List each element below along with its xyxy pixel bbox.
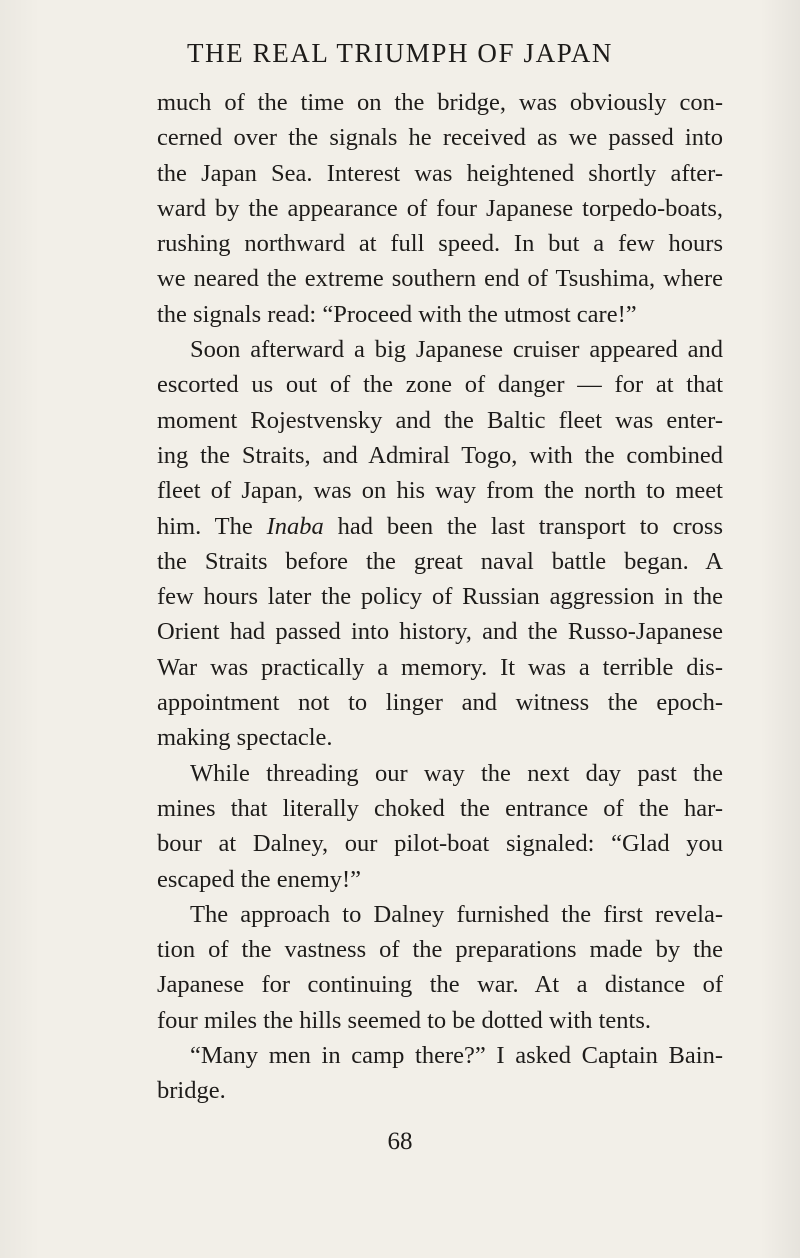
text-line: ing the Straits, and Admiral Togo, with the combined (157, 441, 723, 469)
text-line: The approach to Dalney furnished the first revela- (190, 900, 723, 928)
text-line: Orient had passed into history, and the Russo-Japanese (157, 618, 723, 646)
ship-name-italic: Inaba (266, 512, 324, 540)
text-line: fleet of Japan, was on his way from the north to meet (157, 477, 723, 505)
text-line: tion of the vastness of the preparations made by the (157, 936, 723, 964)
text-line: Japanese for continuing the war. At a distance of (157, 971, 723, 999)
text-line-with-italic (157, 509, 723, 544)
text-line: mines that literally choked the entrance of the har- (157, 794, 723, 822)
text-line: rushing northward at full speed. In but a few hours (157, 230, 723, 258)
text-line: escaped the enemy!” (157, 865, 362, 893)
text-line: bour at Dalney, our pilot-boat signaled: “Glad you (157, 830, 723, 858)
text-line: few hours later the policy of Russian aggression in the (157, 583, 723, 611)
text-line: “Many men in camp there?” I asked Captain Bain- (190, 1042, 723, 1070)
text-line: Soon afterward a big Japanese cruiser appeared and (190, 336, 723, 364)
body-text (157, 85, 723, 1109)
text-line: escorted us out of the zone of danger — for at that (157, 371, 723, 399)
text-line: bridge. (157, 1077, 226, 1105)
text-line: the Japan Sea. Interest was heightened shortly after- (157, 159, 723, 187)
text-line: much of the time on the bridge, was obviously con- (157, 89, 723, 116)
text-line: making spectacle. (157, 724, 333, 752)
text-line: cerned over the signals he received as we passed into (157, 124, 723, 152)
text-line: four miles the hills seemed to be dotted with tents. (157, 1006, 651, 1034)
text-segment: him. The (157, 512, 267, 540)
text-line: the signals read: “Proceed with the utmost care!” (157, 300, 637, 328)
page-number: 68 (387, 1128, 413, 1155)
text-line: appointment not to linger and witness the epoch- (157, 689, 723, 717)
text-segment: had been the last transport to cross (323, 512, 724, 540)
text-line: War was practically a memory. It was a terrible dis- (157, 653, 723, 681)
text-line: While threading our way the next day past the (190, 759, 723, 787)
text-line: moment Rojestvensky and the Baltic fleet was enter- (157, 406, 723, 434)
running-head: THE REAL TRIUMPH OF JAPAN (186, 38, 614, 68)
text-line: the Straits before the great naval battle began. A (157, 547, 723, 575)
text-line: we neared the extreme southern end of Tsushima, where (157, 265, 723, 293)
text-line: ward by the appearance of four Japanese torpedo-boats, (157, 194, 723, 222)
